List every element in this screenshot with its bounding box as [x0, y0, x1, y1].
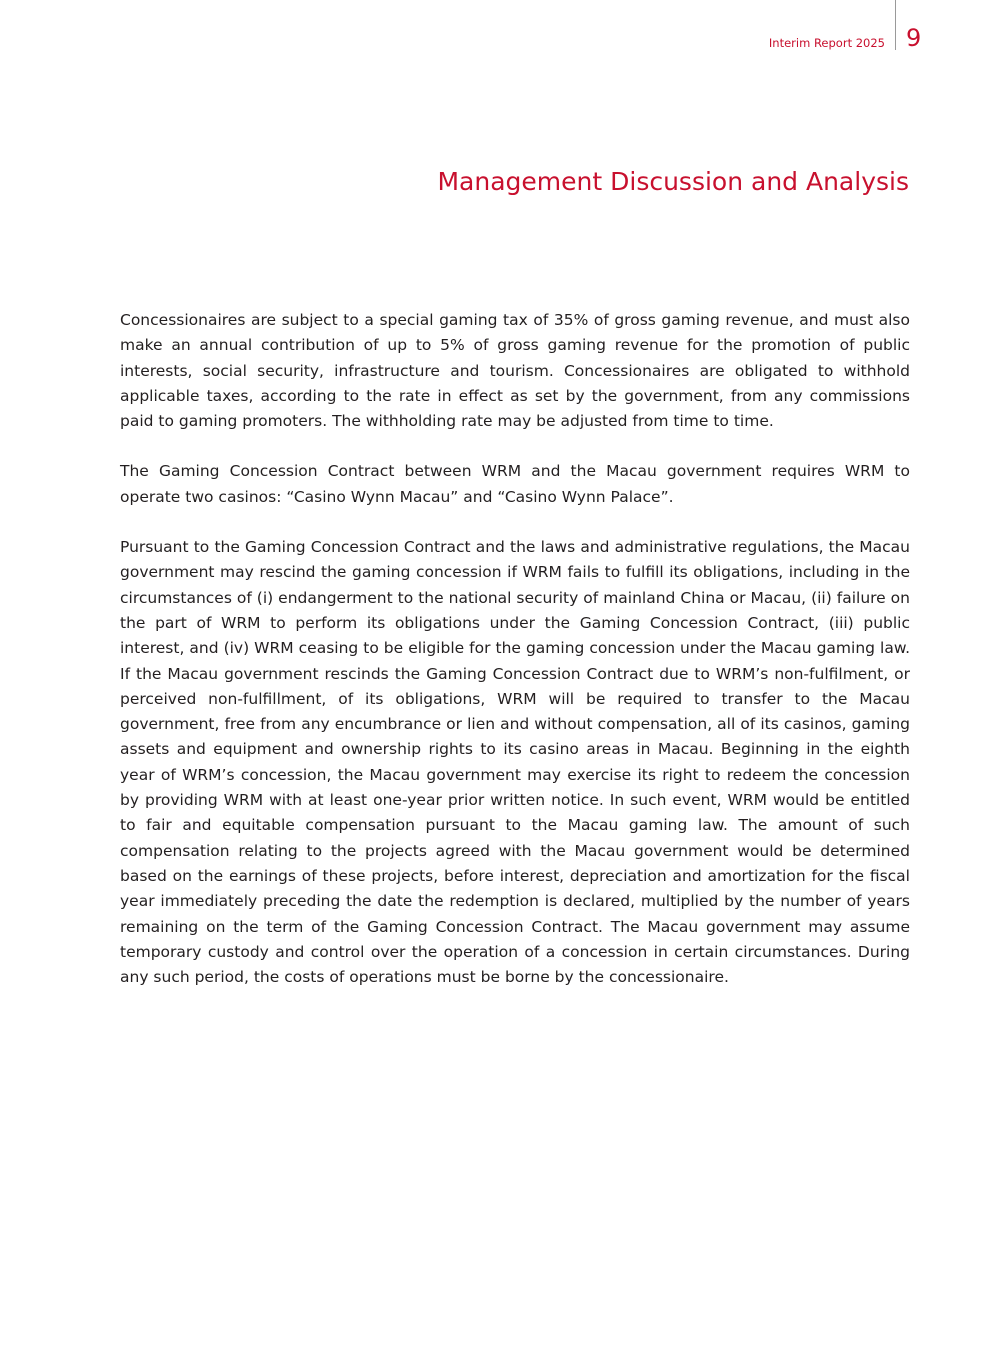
page-title: Management Discussion and Analysis — [437, 167, 909, 196]
paragraph-concession-casinos: The Gaming Concession Contract between WRM and the Macau government requires WRM to operate two casinos: “Casino Wynn Macau” and “Casino Wynn Palace”. — [120, 462, 910, 506]
paragraph-rescission: Pursuant to the Gaming Concession Contract and the laws and administrative regulations, the Macau government may rescind the gaming concession if WRM fails to fulfill its obligations, including in the circumstances of (i) endangerment to the national security of mainland China or Macau, (ii) failure on the part of WRM to perform its obligations under the Gaming Concession Contract, (iii) public interest, and (iv) WRM ceasing to be eligible for the gaming concession under the Macau gaming law. If the Macau government rescinds the Gaming Concession Contract due to WRM’s non-fulfilment, or perceived non-fulfillment, of its obligations, WRM will be required to transfer to the Macau government, free from any encumbrance or lien and without compensation, all of its casinos, gaming assets and equipment and ownership rights to its casino areas in Macau. Beginning in the eighth year of WRM’s concession, the Macau government may exercise its right to redeem the concession by providing WRM with at least one-year prior written notice. In such event, WRM would be entitled to fair and equitable compensation pursuant to the Macau gaming law. The amount of such compensation relating to the projects agreed with the Macau government would be determined based on the earnings of these projects, before interest, depreciation and amortization for the fiscal year immediately preceding the date the redemption is declared, multiplied by the number of years remaining on the term of the Gaming Concession Contract. The Macau government may assume temporary custody and control over the operation of a concession in certain circumstances. During any such period, the costs of operations must be borne by the concessionaire. — [120, 538, 910, 987]
paragraph-gaming-tax: Concessionaires are subject to a special gaming tax of 35% of gross gaming revenue, and must also make an annual contribution of up to 5% of gross gaming revenue for the promotion of public interests, social security, infrastructure and tourism. Concessionaires are obligated to withhold applicable taxes, according to the rate in effect as set by the government, from any commissions paid to gaming promoters. The withholding rate may be adjusted from time to time. — [120, 311, 910, 431]
body-text — [120, 308, 910, 1015]
report-label: Interim Report 2025 — [768, 36, 885, 50]
page-number: 9 — [906, 24, 922, 52]
header-divider — [895, 0, 896, 50]
